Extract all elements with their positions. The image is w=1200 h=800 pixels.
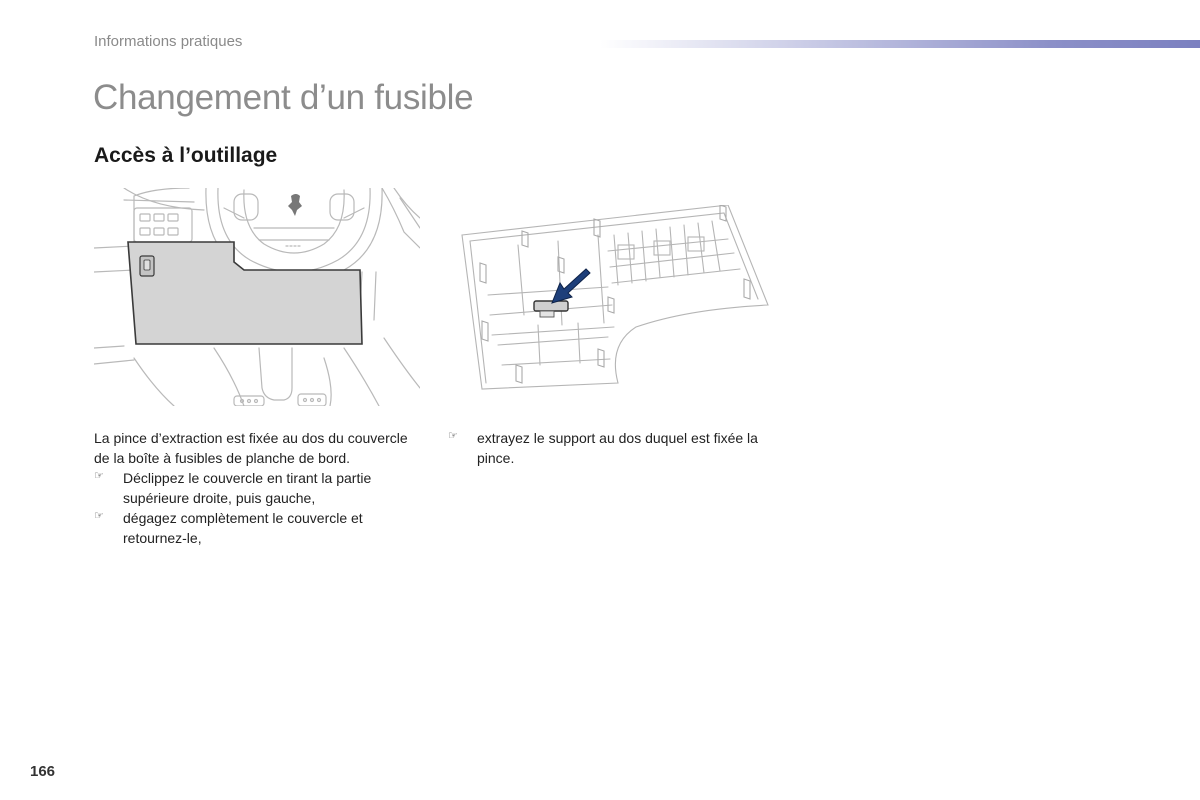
list-item [94, 468, 414, 508]
pedal-right [298, 394, 326, 406]
pointing-hand-icon: ☞ [94, 470, 104, 482]
dashboard-fuse-cover-illustration [94, 188, 420, 406]
left-text-column [94, 428, 414, 548]
section-subtitle: Accès à l’outillage [94, 144, 278, 167]
header-accent-bar [600, 40, 1200, 48]
pointing-hand-icon: ☞ [94, 510, 104, 522]
pointer-arrow-icon [552, 269, 590, 303]
page-title: Changement d’un fusible [93, 78, 474, 117]
pointing-hand-icon: ☞ [448, 430, 458, 442]
list-item [448, 428, 778, 468]
fusebox-extractor-illustration [458, 205, 770, 390]
page-number: 166 [30, 763, 56, 780]
fuse-extractor-tool [534, 301, 568, 317]
right-text-column [448, 428, 778, 468]
fuse-grid [488, 221, 740, 365]
mounting-posts [480, 205, 750, 383]
section-label: Informations pratiques [94, 33, 243, 50]
list-item-text: extrayez le support au dos duquel est fixée la pince. [477, 430, 758, 466]
pedal-left [234, 396, 264, 406]
intro-paragraph: La pince d’extraction est fixée au dos du couvercle de la boîte à fusibles de planche de bord. [94, 430, 408, 466]
brand-badge-icon [288, 194, 302, 216]
list-item-text: Déclippez le couvercle en tirant la partie supérieure droite, puis gauche, [123, 470, 372, 506]
instruction-list [94, 468, 414, 548]
list-item-text: dégagez complètement le couvercle et retournez-le, [123, 510, 363, 546]
instruction-list [448, 428, 778, 468]
list-item [94, 508, 414, 548]
switch-panel [134, 208, 192, 242]
